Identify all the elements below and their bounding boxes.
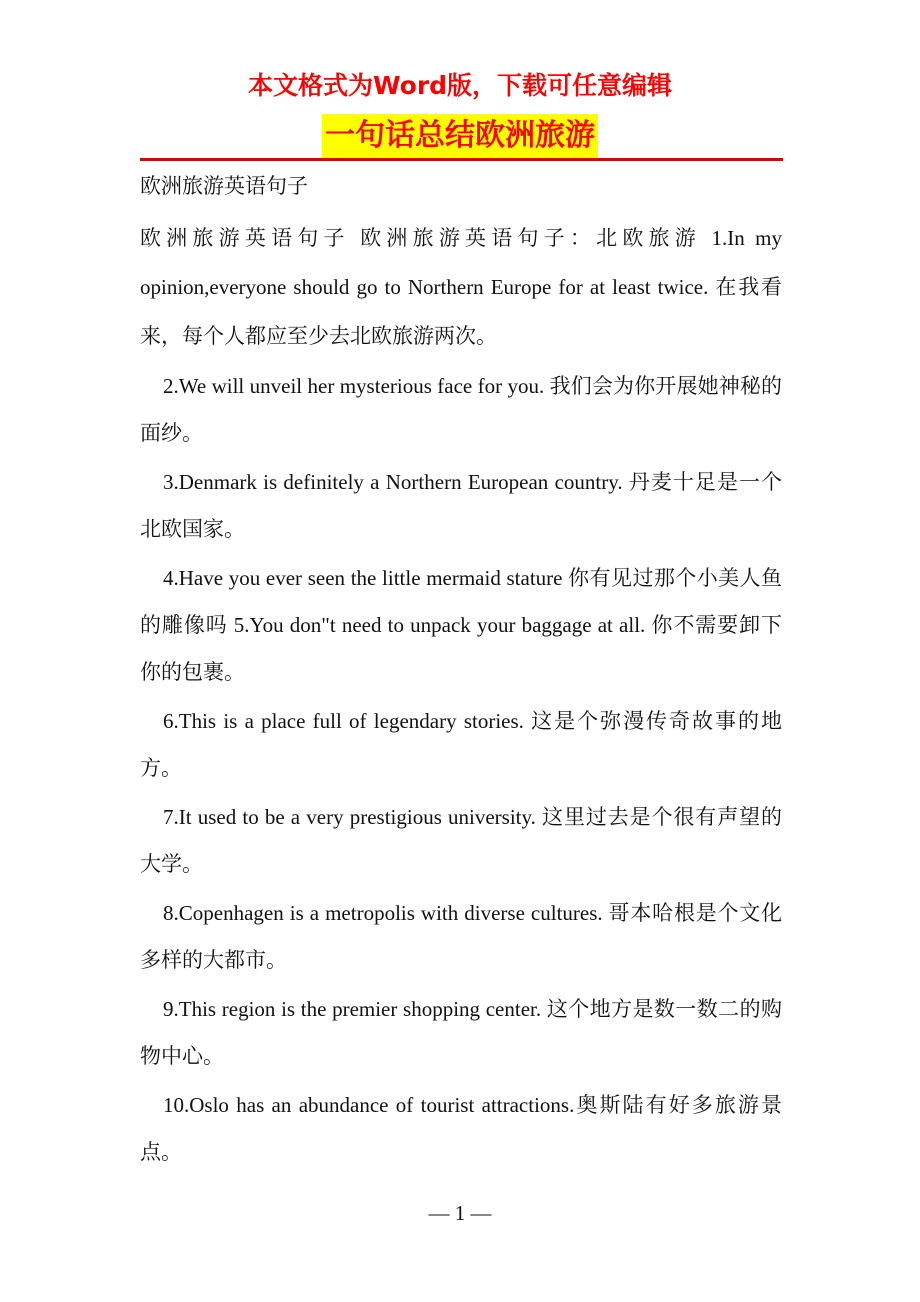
page-title: 一句话总结欧洲旅游 — [322, 114, 598, 158]
sentence-item-9: 9.This region is the premier shopping center. 这个地方是数一数二的购物中心。 — [140, 997, 782, 1068]
section-subheading: 欧洲旅游英语句子 — [140, 174, 308, 198]
sentence-item-6: 6.This is a place full of legendary stories. 这是个弥漫传奇故事的地方。 — [140, 709, 782, 780]
sentence-item-4-5: 4.Have you ever seen the little mermaid stature 你有见过那个小美人鱼的雕像吗 5.You don"t need to unpack your baggage at all. 你不需要卸下你的包裹。 — [140, 566, 782, 684]
page-number: — 1 — — [428, 1201, 492, 1225]
sentence-item-7: 7.It used to be a very prestigious university. 这里过去是个很有声望的大学。 — [140, 805, 782, 876]
sentence-item-10: 10.Oslo has an abundance of tourist attractions.奥斯陆有好多旅游景点。 — [140, 1093, 782, 1164]
sentence-item-3: 3.Denmark is definitely a Northern European country. 丹麦十足是一个北欧国家。 — [140, 470, 782, 541]
sentence-item-2: 2.We will unveil her mysterious face for you. 我们会为你开展她神秘的面纱。 — [140, 374, 782, 445]
title-wrapper — [0, 114, 920, 158]
document-body — [140, 166, 782, 1176]
intro-paragraph: 欧洲旅游英语句子 欧洲旅游英语句子：北欧旅游 1.In my opinion,everyone should go to Northern Europe for at least twice. 在我看来，每个人都应至少去北欧旅游两次。 — [140, 226, 782, 348]
word-format-notice: 本文格式为Word版，下载可任意编辑 — [247, 71, 673, 100]
sentence-item-8: 8.Copenhagen is a metropolis with diverse cultures. 哥本哈根是个文化多样的大都市。 — [140, 901, 782, 972]
title-divider — [140, 158, 783, 161]
